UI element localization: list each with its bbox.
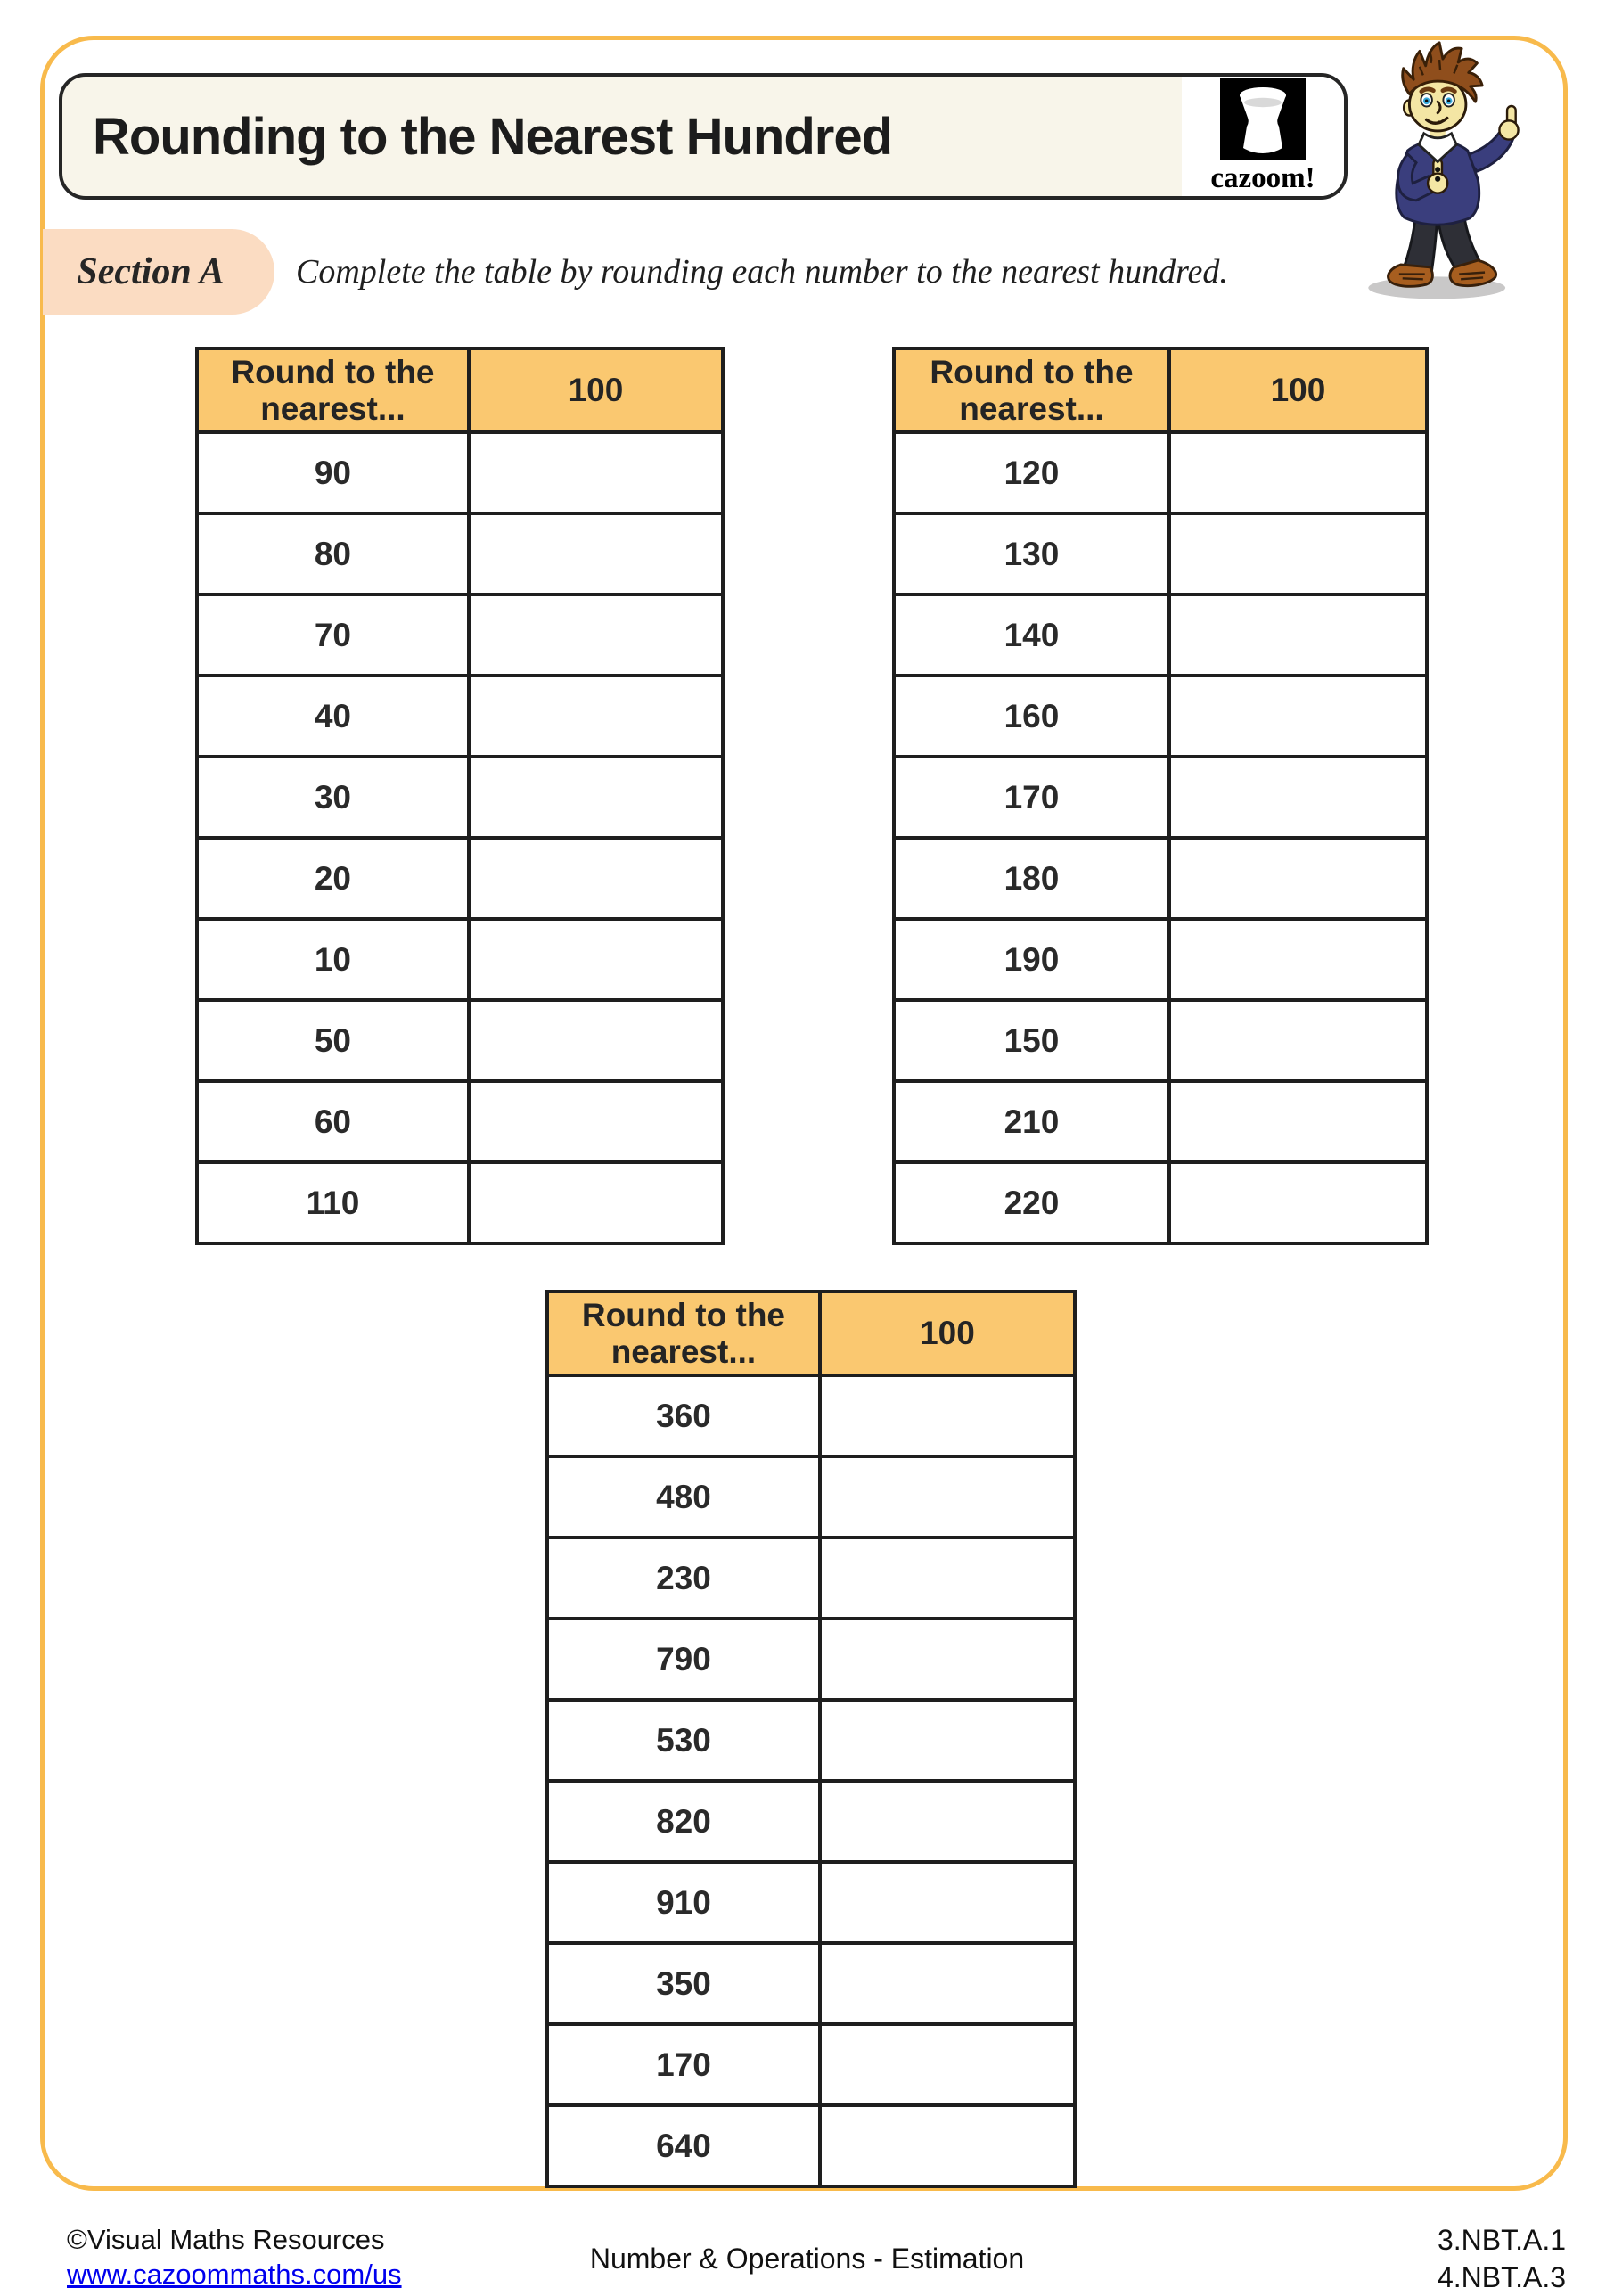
header-round-to-nearest: Round to the nearest...	[197, 348, 469, 432]
number-cell: 790	[547, 1619, 820, 1700]
answer-cell[interactable]	[469, 676, 723, 757]
table-row	[894, 1000, 1427, 1081]
table-row	[547, 2105, 1075, 2186]
section-a-badge	[43, 229, 274, 315]
header-100: 100	[820, 1292, 1075, 1375]
table-row	[894, 594, 1427, 676]
logo-wordmark: cazoom!	[1210, 161, 1315, 194]
table-row	[894, 1162, 1427, 1243]
number-cell: 160	[894, 676, 1169, 757]
answer-cell[interactable]	[469, 594, 723, 676]
standard-code-2: 4.NBT.A.3	[1437, 2261, 1566, 2294]
table-row	[547, 1781, 1075, 1862]
page-title: Rounding to the Nearest Hundred	[93, 107, 892, 166]
table-row	[197, 432, 723, 513]
table-row	[894, 432, 1427, 513]
rounding-table-bottom	[545, 1290, 1077, 2188]
table-row	[197, 757, 723, 838]
answer-cell[interactable]	[820, 2105, 1075, 2186]
table-row	[197, 594, 723, 676]
table-row	[547, 1700, 1075, 1781]
number-cell: 350	[547, 1943, 820, 2024]
answer-cell[interactable]	[1169, 757, 1427, 838]
number-cell: 230	[547, 1538, 820, 1619]
number-cell: 120	[894, 432, 1169, 513]
answer-cell[interactable]	[1169, 432, 1427, 513]
answer-cell[interactable]	[820, 1781, 1075, 1862]
number-cell: 220	[894, 1162, 1169, 1243]
table-row	[547, 1456, 1075, 1538]
number-cell: 50	[197, 1000, 469, 1081]
answer-cell[interactable]	[820, 1700, 1075, 1781]
number-cell: 180	[894, 838, 1169, 919]
copyright-text: ©Visual Maths Resources	[67, 2224, 385, 2255]
number-cell: 910	[547, 1862, 820, 1943]
number-cell: 80	[197, 513, 469, 594]
number-cell: 820	[547, 1781, 820, 1862]
rounding-table-left	[195, 347, 725, 1245]
answer-cell[interactable]	[1169, 1000, 1427, 1081]
answer-cell[interactable]	[820, 1456, 1075, 1538]
number-cell: 480	[547, 1456, 820, 1538]
table-row	[197, 676, 723, 757]
table-row	[894, 757, 1427, 838]
number-cell: 20	[197, 838, 469, 919]
table-row	[547, 1538, 1075, 1619]
standard-code-1: 3.NBT.A.1	[1437, 2224, 1566, 2256]
footer-standards-block	[1438, 2221, 1566, 2296]
number-cell: 30	[197, 757, 469, 838]
header-round-to-nearest: Round to the nearest...	[547, 1292, 820, 1375]
answer-cell[interactable]	[820, 1375, 1075, 1456]
answer-cell[interactable]	[469, 1081, 723, 1162]
cazoom-logo	[1182, 77, 1344, 196]
number-cell: 530	[547, 1700, 820, 1781]
header-100: 100	[1169, 348, 1427, 432]
rounding-table-right	[892, 347, 1429, 1245]
answer-cell[interactable]	[469, 1162, 723, 1243]
number-cell: 70	[197, 594, 469, 676]
answer-cell[interactable]	[820, 1538, 1075, 1619]
answer-cell[interactable]	[1169, 1162, 1427, 1243]
header-round-to-nearest: Round to the nearest...	[894, 348, 1169, 432]
table-row	[547, 1375, 1075, 1456]
table-row	[894, 676, 1427, 757]
table-header-row	[547, 1292, 1075, 1375]
answer-cell[interactable]	[469, 432, 723, 513]
table-header-row	[894, 348, 1427, 432]
answer-cell[interactable]	[1169, 676, 1427, 757]
number-cell: 90	[197, 432, 469, 513]
table-row	[894, 1081, 1427, 1162]
footer-topic-text: Number & Operations - Estimation	[589, 2243, 1025, 2275]
answer-cell[interactable]	[820, 1943, 1075, 2024]
table-row	[547, 1943, 1075, 2024]
table-row	[547, 1619, 1075, 1700]
answer-cell[interactable]	[1169, 1081, 1427, 1162]
answer-cell[interactable]	[1169, 919, 1427, 1000]
number-cell: 140	[894, 594, 1169, 676]
answer-cell[interactable]	[469, 757, 723, 838]
answer-cell[interactable]	[469, 513, 723, 594]
number-cell: 150	[894, 1000, 1169, 1081]
table-row	[197, 1000, 723, 1081]
answer-cell[interactable]	[469, 838, 723, 919]
instruction-text: Complete the table by rounding each number to the nearest hundred.	[296, 253, 1228, 291]
number-cell: 190	[894, 919, 1169, 1000]
table-row	[547, 1862, 1075, 1943]
header-100: 100	[469, 348, 723, 432]
table-row	[894, 838, 1427, 919]
table-row	[894, 513, 1427, 594]
answer-cell[interactable]	[820, 1862, 1075, 1943]
answer-cell[interactable]	[1169, 513, 1427, 594]
title-banner	[59, 73, 1348, 200]
number-cell: 40	[197, 676, 469, 757]
answer-cell[interactable]	[1169, 838, 1427, 919]
answer-cell[interactable]	[820, 1619, 1075, 1700]
number-cell: 360	[547, 1375, 820, 1456]
number-cell: 10	[197, 919, 469, 1000]
answer-cell[interactable]	[469, 1000, 723, 1081]
number-cell: 170	[547, 2024, 820, 2105]
answer-cell[interactable]	[469, 919, 723, 1000]
section-a-label: Section A	[77, 251, 225, 292]
table-header-row	[197, 348, 723, 432]
number-cell: 170	[894, 757, 1169, 838]
table-row	[197, 838, 723, 919]
table-row	[197, 1162, 723, 1243]
number-cell: 130	[894, 513, 1169, 594]
table-row	[547, 2024, 1075, 2105]
number-cell: 60	[197, 1081, 469, 1162]
table-row	[197, 919, 723, 1000]
table-row	[197, 513, 723, 594]
table-row	[197, 1081, 723, 1162]
number-cell: 210	[894, 1081, 1169, 1162]
answer-cell[interactable]	[820, 2024, 1075, 2105]
student-boy-illustration	[1351, 37, 1531, 310]
number-cell: 110	[197, 1162, 469, 1243]
number-cell: 640	[547, 2105, 820, 2186]
table-row	[894, 919, 1427, 1000]
drum-icon	[1220, 78, 1306, 160]
footer-website-link[interactable]: www.cazoommaths.com/us	[67, 2258, 402, 2290]
answer-cell[interactable]	[1169, 594, 1427, 676]
